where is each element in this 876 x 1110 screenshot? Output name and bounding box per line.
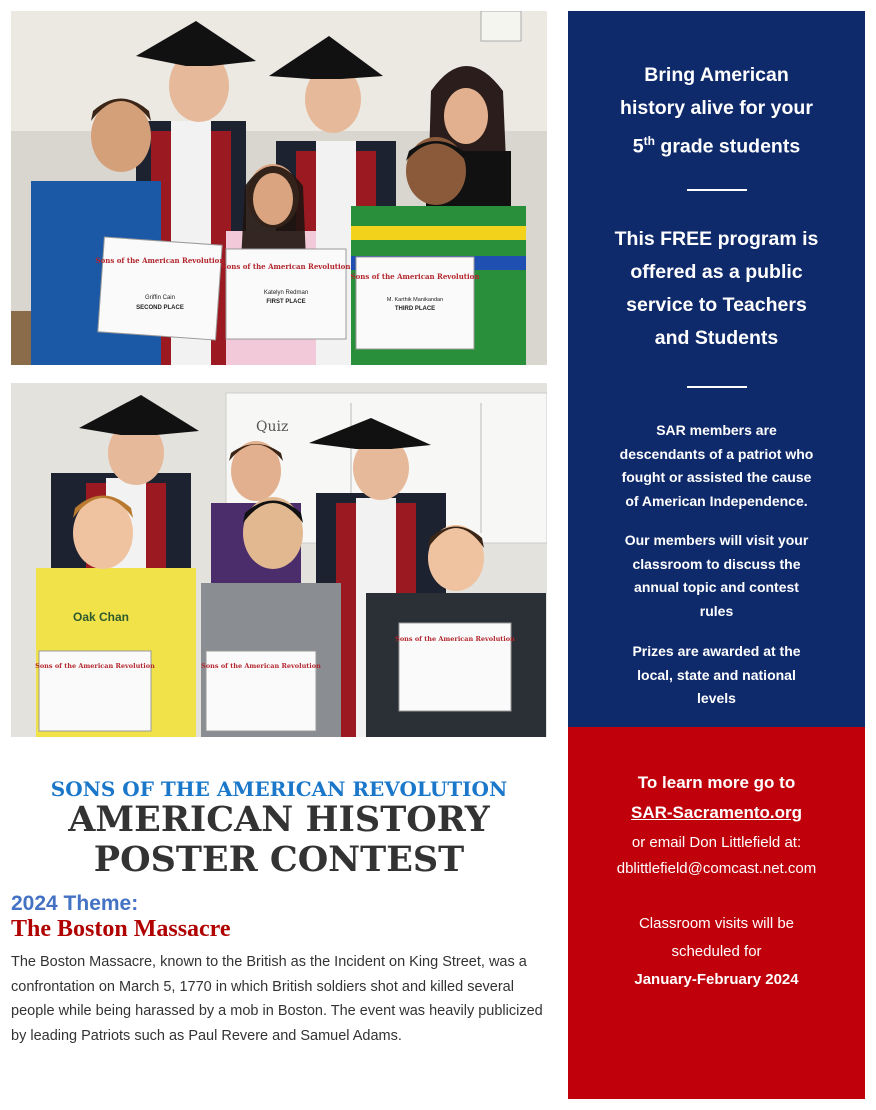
certificate-second-place — [96, 237, 225, 340]
contest-title: AMERICAN HISTORY POSTER CONTEST — [68, 799, 490, 880]
certificate-name: M. Karthik Manikandan — [386, 297, 444, 303]
info-panel-red — [568, 727, 865, 1099]
certificate-place: FIRST PLACE — [266, 299, 306, 305]
org-name: SONS OF THE AMERICAN REVOLUTION — [50, 777, 508, 801]
certificate-heading: Sons of the American Revolution — [95, 256, 225, 265]
separator — [687, 386, 747, 388]
certificate-place: SECOND PLACE — [136, 305, 184, 311]
certificate-first-place — [222, 249, 351, 339]
website-link[interactable]: SAR-Sacramento.org — [631, 803, 802, 822]
certificate-third-place — [351, 257, 480, 349]
theme-description: The Boston Massacre, known to the British as the Incident on King Street, was a confrontation on March 5, 1770 in which British soldiers shot and killed several people while being harassed by a mob in Boston. The event was heavily publicized by leading Patriots such as Paul Revere and Samuel Adams. — [11, 954, 543, 1044]
certificate-place: THIRD PLACE — [394, 306, 436, 312]
email-intro: or email Don Littlefield at: — [631, 834, 802, 851]
visit-description: Our members will visit your classroom to discuss the annual topic and contest rules — [624, 532, 809, 619]
photo-award-winners — [11, 11, 547, 365]
free-program-text: This FREE program is offered as a public service to Teachers and Students — [614, 228, 819, 349]
certificate-heading: Sons of the American Revolution — [221, 262, 351, 271]
certificate-name: Katelyn Redman — [263, 290, 309, 296]
board-quiz-text: Quiz — [256, 419, 289, 435]
visits-line2: scheduled for — [671, 943, 762, 960]
certificate-heading: Sons of the American Revolution — [350, 272, 480, 281]
photo-classroom-winners — [11, 383, 547, 737]
visits-line1: Classroom visits will be — [638, 915, 795, 932]
intro-heading: Bring American history alive for your 5th grade students — [620, 64, 813, 158]
email-link[interactable]: dblittlefield@comcast.net.com — [616, 860, 817, 877]
certificate-heading: Sons of the American Revolution — [201, 662, 321, 670]
theme-title: The Boston Massacre — [11, 916, 231, 942]
prizes-description: Prizes are awarded at the local, state and national levels — [632, 643, 801, 706]
learn-more-text: To learn more go to — [637, 773, 796, 792]
visits-dates: January-February 2024 — [634, 971, 799, 988]
theme-label: 2024 Theme: — [11, 892, 139, 915]
shirt-text: Oak Chan — [72, 610, 130, 624]
certificate-name: Griffin Cain — [145, 295, 175, 301]
info-panel-blue — [568, 11, 865, 727]
members-description: SAR members are descendants of a patriot who fought or assisted the cause of American Independence. — [619, 422, 814, 509]
certificate-heading: Sons of the American Revolution — [395, 635, 515, 643]
separator — [687, 189, 747, 191]
certificate-heading: Sons of the American Revolution — [35, 662, 155, 670]
